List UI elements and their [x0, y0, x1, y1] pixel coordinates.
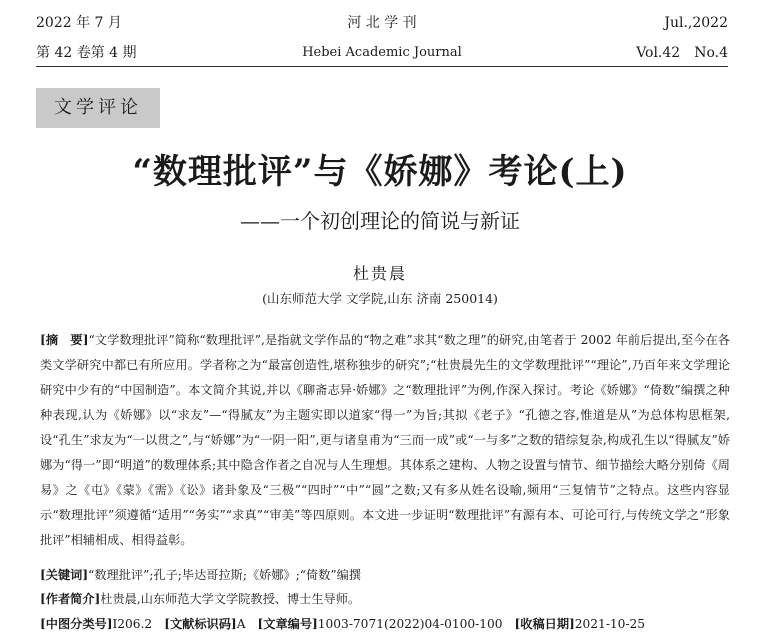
article-title: “数理批评”与《娇娜》考论(上) [132, 152, 628, 192]
issue-date-cn: 2022 年 7 月 [36, 15, 122, 31]
journal-name-en: Hebei Academic Journal [302, 45, 462, 60]
keywords [40, 565, 730, 585]
author-bio-label: [作者简介] [40, 592, 101, 606]
clc-value: I206.2 [112, 617, 153, 631]
keywords-text: “数理批评”;孔子;毕达哥拉斯;《娇娜》;“倚数”编撰 [88, 568, 362, 582]
header-divider [36, 66, 728, 67]
volume-en: Vol.42 No.4 [636, 45, 728, 61]
abstract-text: “文学数理批评”简称“数理批评”,是指就文学作品的“物之难”求其“数之理”的研究,由笔者于 2002 年前后提出,至今在各类文学研究中都已有所应用。学者称之为“最富创造性,堪称独步的研究”;“杜贵晨先生的文学数理批评”“理论”,乃百年来文学理论研究中少有的“中国制造”。本文简介其说,并以《聊斋志异·娇娜》之“数理批评”为例,作深入探讨。考论《娇娜》“倚数”编撰之种种表现,认为《娇娜》以“求友”—“得腻友”为主题实即以道家“得一”为旨;其拟《老子》“孔德之容,惟道是从”为总体构思框架,设“孔生”求友为“一以贯之”,与“娇娜”为“一阴一阳”,更与诸皇甫为“三而一成”或“一与多”之数的错综复杂,构成孔生以“得腻友”娇娜为“得一”即“明道”的数理体系;其中隐含作者之自况与人生理想。其体系之建构、人物之设置与情节、细节描绘大略分别倚《周易》之《屯》《蒙》《需》《讼》诸卦象及“三极”“四时”“中”“圆”之数;又有多从姓名设喻,频用“三复情节”之特点。这些内容显示“数理批评”须遵循“适用”“务实”“求真”“审美”等四原则。本文进一步证明“数理批评”有源有本、可论可行,与传统文学之“形象批评”相辅相成、相得益彰。 [40, 333, 730, 547]
abstract-label: [摘 要] [40, 333, 89, 347]
section-label: 文学评论 [36, 88, 160, 128]
author-affiliation: (山东师范大学 文学院,山东 济南 250014) [262, 291, 498, 306]
article-subtitle: ——一个初创理论的简说与新证 [240, 209, 520, 233]
keywords-label: [关键词] [40, 568, 89, 582]
author-name: 杜贵晨 [352, 264, 407, 283]
author-bio-text: 杜贵晨,山东师范大学文学院教授、博士生导师。 [100, 592, 361, 606]
author-bio [40, 589, 730, 609]
volume-cn: 第 42 卷第 4 期 [36, 45, 137, 61]
clc-label: [中图分类号] [40, 617, 113, 631]
abstract [40, 328, 730, 553]
article-number-value: 1003-7071(2022)04-0100-100 [317, 617, 503, 631]
received-date-label: [收稿日期] [514, 617, 575, 631]
doc-code-value: A [236, 617, 246, 631]
article-number-label: [文章编号] [257, 617, 318, 631]
classification-line [40, 614, 730, 634]
doc-code-label: [文献标识码] [164, 617, 237, 631]
issue-date-en: Jul.,2022 [664, 15, 728, 31]
journal-name-cn: 河 北 学 刊 [347, 15, 417, 31]
received-date-value: 2021-10-25 [574, 617, 646, 631]
